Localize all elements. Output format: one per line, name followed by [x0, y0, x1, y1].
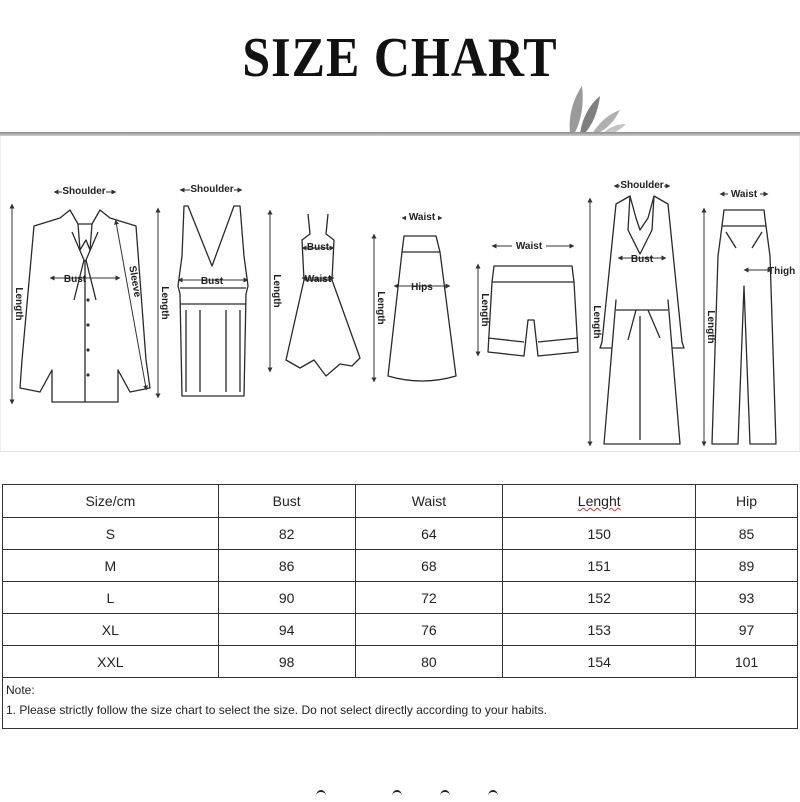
thigh-label: Thigh [768, 266, 796, 277]
shoulder-label: Shoulder [620, 180, 664, 191]
waist-label: Waist [408, 212, 436, 223]
table-cell: 94 [218, 614, 355, 646]
waist-label: Waist [730, 189, 758, 200]
cropped-decoration [392, 790, 402, 802]
note-text: 1. Please strictly follow the size chart to select the size. Do not select directly according to your habits. [6, 703, 547, 717]
table-cell: 82 [218, 518, 355, 550]
sleeve-label: Sleeve [126, 265, 143, 299]
column-header: Waist [355, 485, 503, 518]
table-cell: 101 [696, 646, 798, 678]
table-row [3, 614, 798, 646]
cropped-decoration [488, 790, 498, 802]
length-label: Length [591, 305, 602, 339]
table-row [3, 550, 798, 582]
column-header: Bust [218, 485, 355, 518]
table-cell: 150 [503, 518, 696, 550]
table-cell: 97 [696, 614, 798, 646]
table-cell: XXL [3, 646, 219, 678]
length-label: Length [705, 310, 716, 344]
table-cell: 68 [355, 550, 503, 582]
hips-label: Hips [411, 282, 433, 293]
table-cell: 152 [503, 582, 696, 614]
trousers-figure [704, 186, 795, 444]
cropped-decoration [440, 790, 450, 802]
table-cell: 93 [696, 582, 798, 614]
table-cell: 85 [696, 518, 798, 550]
coat-figure [590, 178, 684, 444]
note-row [3, 678, 798, 729]
table-row [3, 518, 798, 550]
table-header-row [3, 485, 798, 518]
blouse-figure [12, 184, 150, 402]
size-table [2, 484, 798, 729]
vest-figure [158, 182, 248, 396]
column-header: Size/cm [3, 485, 219, 518]
table-cell: 151 [503, 550, 696, 582]
table-cell: 90 [218, 582, 355, 614]
table-cell: 80 [355, 646, 503, 678]
table-cell: 98 [218, 646, 355, 678]
cami-dress-figure [270, 212, 360, 376]
table-cell: 72 [355, 582, 503, 614]
note-title: Note: [6, 683, 35, 697]
length-label: Length [271, 274, 282, 308]
skirt-figure [374, 210, 456, 381]
garment-illustrations [0, 170, 800, 450]
table-row [3, 646, 798, 678]
table-cell: S [3, 518, 219, 550]
feather-decoration-icon [560, 84, 630, 136]
table-cell: XL [3, 614, 219, 646]
bust-label: Bust [200, 276, 224, 287]
length-label: Length [13, 287, 24, 321]
length-label: Length [159, 286, 170, 320]
bust-label: Bust [306, 242, 330, 253]
length-label: Length [375, 291, 386, 325]
table-cell: M [3, 550, 219, 582]
table-row [3, 582, 798, 614]
bust-label: Bust [63, 274, 87, 285]
table-cell: 76 [355, 614, 503, 646]
note-cell [3, 678, 798, 729]
length-label: Length [479, 293, 490, 327]
column-header: Hip [696, 485, 798, 518]
illustration-divider [0, 451, 800, 452]
table-cell: 86 [218, 550, 355, 582]
table-cell: L [3, 582, 219, 614]
table-cell: 153 [503, 614, 696, 646]
cropped-decoration [316, 790, 326, 802]
shoulder-label: Shoulder [190, 184, 234, 195]
waist-label: Waist [304, 274, 332, 285]
table-cell: 89 [696, 550, 798, 582]
table-cell: 64 [355, 518, 503, 550]
shoulder-label: Shoulder [62, 186, 106, 197]
bust-label: Bust [630, 254, 654, 265]
waist-label: Waist [515, 241, 543, 252]
column-header: Lenght [503, 485, 696, 518]
table-cell: 154 [503, 646, 696, 678]
page-title: SIZE CHART [242, 25, 558, 89]
shorts-figure [478, 238, 578, 356]
